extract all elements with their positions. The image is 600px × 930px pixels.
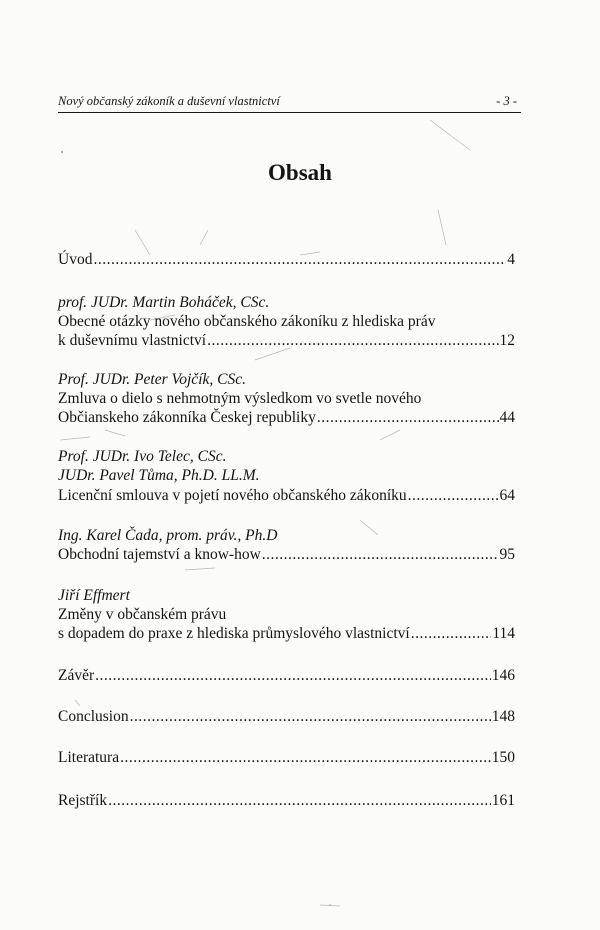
entry-title-line: Změny v občanském právu (58, 606, 227, 623)
entry-page: 64 (499, 487, 515, 504)
running-header (58, 92, 521, 113)
entry-title: Licenční smlouva v pojetí nového občanského zákoníku (58, 487, 407, 504)
entry-author: Ing. Karel Čada, prom. práv., Ph.D (58, 527, 278, 544)
entry-title: Občianskeho zákonníka Českej republiky (58, 409, 316, 426)
entry-page: 95 (499, 546, 515, 563)
entry-author: prof. JUDr. Martin Boháček, CSc. (58, 294, 270, 311)
entry-title: Conclusion (58, 708, 129, 725)
toc-entry-conclusion[interactable] (58, 707, 515, 727)
entry-title: Obchodní tajemství a know-how (58, 546, 261, 563)
entry-title-line: Zmluva o dielo s nehmotným výsledkom vo svetle nového (58, 390, 422, 407)
entry-title: k duševnímu vlastnictví (58, 332, 207, 349)
toc-entry-vojcik[interactable] (58, 408, 515, 428)
toc-entry-rejstrik[interactable] (58, 791, 515, 811)
entry-title: Úvod (58, 251, 93, 268)
entry-page: 150 (491, 749, 515, 766)
entry-author: Jiří Effmert (58, 587, 130, 604)
entry-page: 44 (499, 409, 515, 426)
entry-author: Prof. JUDr. Ivo Telec, CSc. (58, 448, 227, 465)
toc-title: Obsah (268, 160, 332, 185)
entry-title-line: Obecné otázky nového občanského zákoníku z hlediska práv (58, 313, 436, 330)
entry-page: 148 (491, 708, 515, 725)
entry-page: 114 (492, 625, 515, 642)
toc-entry-uvod[interactable] (58, 250, 515, 270)
entry-title: Literatura (58, 749, 120, 766)
toc-entry-cada[interactable] (58, 545, 515, 565)
toc-entry-effmert[interactable] (58, 624, 515, 644)
toc-entry-telec[interactable] (58, 486, 515, 506)
toc-entry-bohacek[interactable] (58, 331, 515, 351)
book-title: Nový občanský zákoník a duševní vlastnictví (58, 94, 280, 108)
entry-title: s dopadem do praxe z hlediska průmyslového vlastnictví (58, 625, 410, 642)
entry-page: 12 (499, 332, 515, 349)
toc-entry-literatura[interactable] (58, 748, 515, 768)
toc-entry-zaver[interactable] (58, 666, 515, 686)
entry-title: Rejstřík (58, 792, 108, 809)
entry-author: Prof. JUDr. Peter Vojčík, CSc. (58, 371, 246, 388)
entry-title: Závěr (58, 667, 95, 684)
entry-page: 146 (491, 667, 515, 684)
entry-page: 161 (491, 792, 515, 809)
entry-page: 4 (507, 251, 515, 268)
entry-author: JUDr. Pavel Tůma, Ph.D. LL.M. (58, 467, 260, 484)
page-number: - 3 - (496, 94, 517, 108)
